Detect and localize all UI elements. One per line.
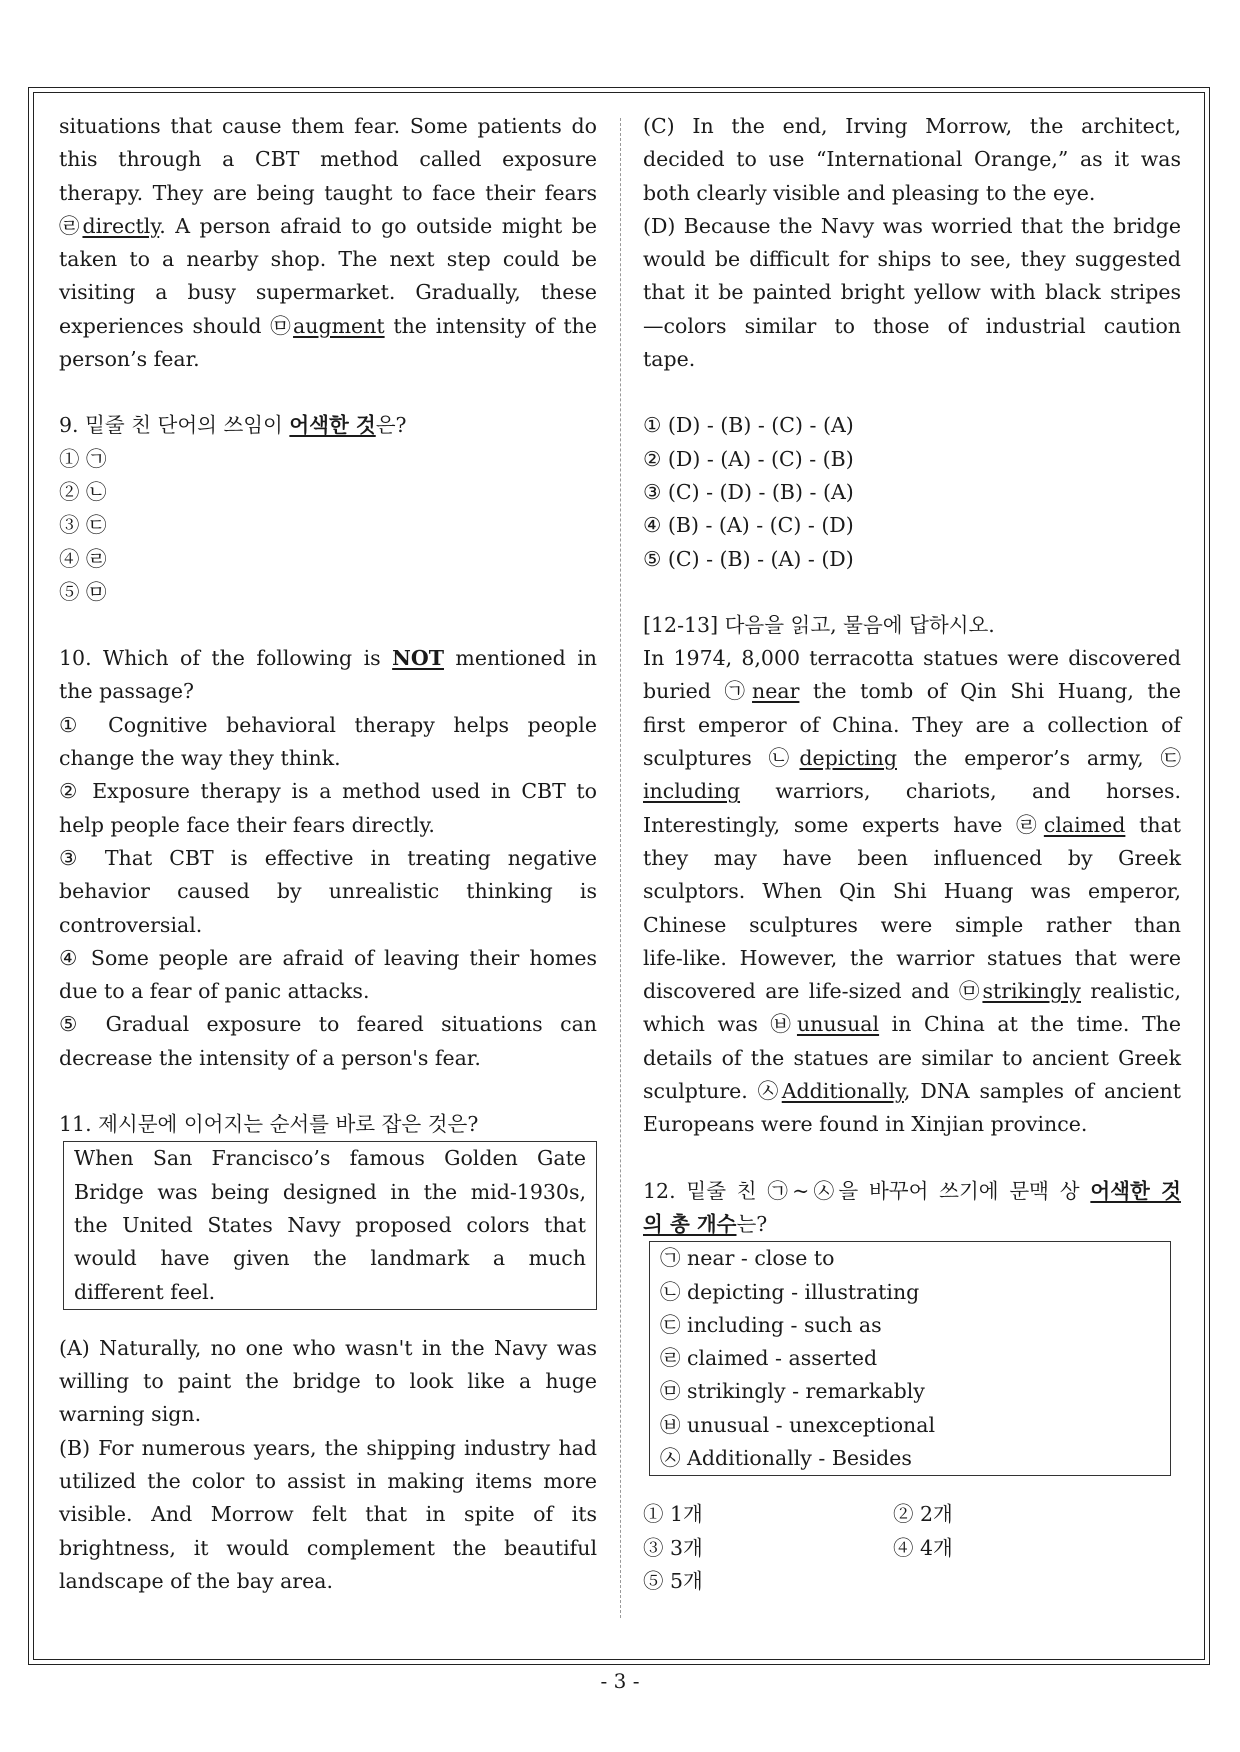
question-10: [59, 642, 597, 1075]
q10-option-2[interactable]: ② Exposure therapy is a method used in CBT to help people face their fears directly.: [59, 779, 597, 837]
q11-paragraph-b: (B) For numerous years, the shipping industry had utilized the color to assist in making items more visible. And Morrow felt that in spite of its brightness, it would complement the beautiful landscape of the bay area.: [59, 1435, 597, 1593]
underlined-word-depicting: depicting: [799, 746, 897, 771]
q9-option-5[interactable]: ⑤ ㉤: [59, 579, 107, 604]
q11-option-2[interactable]: ② (D) - (A) - (C) - (B): [643, 446, 854, 471]
question-10-stem-line2: the passage?: [59, 679, 194, 704]
q12-option-1[interactable]: ① 1개: [643, 1502, 703, 1527]
passage-line: ㉣directly. A person afraid to go outside might be: [59, 213, 597, 238]
cbt-passage-continuation: [59, 110, 597, 376]
q12-options: [643, 1498, 1181, 1598]
passage-line: person’s fear.: [59, 347, 200, 372]
q10-option-4[interactable]: ④ Some people are afraid of leaving their homes due to a fear of panic attacks.: [59, 945, 597, 1004]
question-11-stem: 11. 제시문에 이어지는 순서를 바로 잡은 것은?: [59, 1112, 479, 1137]
q11-paragraph-d: (D) Because the Navy was worried that the bridge would be difficult for ships to see, they suggested that it be painted bright yellow with black stripes —colors similar to those of industrial caution tape.: [643, 213, 1181, 372]
passage-line: therapy. They are being taught to face their fears: [59, 180, 597, 205]
underlined-word-additionally: Additionally: [781, 1079, 904, 1104]
q12-option-3[interactable]: ③ 3개: [643, 1535, 703, 1560]
question-12-stem: 12. 밑줄 친 ㉠~㉦을 바꾸어 쓰기에 문맥 상 어색한 것: [643, 1178, 1181, 1203]
underlined-word-unusual: unusual: [796, 1012, 880, 1037]
underlined-word-including: including: [643, 779, 741, 804]
underlined-word-strikingly: strikingly: [982, 979, 1081, 1004]
q10-option-5[interactable]: ⑤ Gradual exposure to feared situations can decrease the intensity of a person's fear.: [59, 1012, 597, 1070]
passage-line: situations that cause them fear. Some patients do: [59, 114, 597, 138]
q12-option-5[interactable]: ⑤ 5개: [643, 1568, 703, 1593]
word-pair: ㉦ Additionally - Besides: [660, 1445, 912, 1470]
underlined-word-claimed: claimed: [1043, 812, 1126, 837]
q12-word-pairs-box: [649, 1241, 1171, 1476]
word-pair: ㉤ strikingly - remarkably: [660, 1379, 925, 1404]
marker-b: ㉡: [768, 746, 800, 771]
marker-d: ㉣: [59, 213, 83, 238]
q11-options: [643, 409, 1181, 575]
q9-option-1[interactable]: ① ㉠: [59, 446, 107, 471]
q11-option-3[interactable]: ③ (C) - (D) - (B) - (A): [643, 479, 854, 504]
q11-paragraph-c: (C) In the end, Irving Morrow, the architect, decided to use “International Orange,” as it was both clearly visible and pleasing to the eye.: [643, 114, 1181, 205]
question-12-stem-line2: 의 총 개수는?: [643, 1211, 768, 1236]
marker-g: ㉦: [757, 1079, 782, 1104]
page-number: - 3 -: [600, 1669, 640, 1693]
question-12: [643, 1175, 1181, 1599]
underlined-word-augment: augment: [293, 313, 385, 338]
q10-option-1[interactable]: ① Cognitive behavioral therapy helps people change the way they think.: [59, 712, 597, 771]
q11-option-5[interactable]: ⑤ (C) - (B) - (A) - (D): [643, 546, 854, 571]
left-column: [59, 110, 597, 1598]
underlined-word-directly: directly: [82, 213, 160, 238]
word-pair: ㉣ claimed - asserted: [660, 1346, 878, 1371]
question-11: [59, 1108, 597, 1598]
q9-option-2[interactable]: ② ㉡: [59, 479, 107, 504]
q12-13-header: [12-13] 다음을 읽고, 물음에 답하시오.: [643, 612, 995, 637]
marker-d: ㉣: [1016, 812, 1044, 837]
q11-option-1[interactable]: ① (D) - (B) - (C) - (A): [643, 413, 854, 438]
q11-option-4[interactable]: ④ (B) - (A) - (C) - (D): [643, 513, 854, 538]
question-9-stem: 9. 밑줄 친 단어의 쓰임이 어색한 것은?: [59, 413, 407, 438]
q11-given-sentence-box: When San Francisco’s famous Golden Gate Bridge was being designed in the mid-1930s, the United States Navy proposed colors that would have given the landmark a much different feel.: [63, 1141, 597, 1309]
question-9: [59, 409, 597, 609]
column-divider: [620, 118, 621, 1618]
word-pair: ㉡ depicting - illustrating: [660, 1279, 920, 1304]
passage-line: experiences should ㉤augment the intensity of the: [59, 313, 597, 338]
word-pair: ㉥ unusual - unexceptional: [660, 1412, 936, 1437]
right-column: [643, 110, 1181, 1598]
underlined-word-near: near: [752, 679, 800, 704]
question-10-stem: 10. Which of the following is NOT mentioned in: [59, 646, 597, 671]
q12-option-4[interactable]: ④ 4개: [893, 1535, 953, 1560]
q12-option-2[interactable]: ② 2개: [893, 1502, 953, 1527]
word-pair: ㉠ near - close to: [660, 1246, 835, 1271]
q10-option-3[interactable]: ③ That CBT is effective in treating negative behavior caused by unrealistic thinking is controversial.: [59, 845, 597, 937]
marker-f: ㉥: [770, 1012, 797, 1037]
passage-line: this through a CBT method called exposure: [59, 147, 597, 172]
q9-option-3[interactable]: ③ ㉢: [59, 513, 107, 538]
q11-paragraph-a: (A) Naturally, no one who wasn't in the Navy was willing to paint the bridge to look like a huge warning sign.: [59, 1335, 597, 1427]
marker-a: ㉠: [724, 679, 753, 704]
terracotta-passage: In 1974, 8,000 terracotta statues were discovered buried ㉠near the tomb of Qin Shi Huang, the first emperor of China. They are a collection of sculptures ㉡depicting the emperor’s army, ㉢ including warriors, chariots, and horses. Interestingly, some experts have ㉣claimed that they may have been influenced by Greek sculptors. When Qin Shi Huang was emperor, Chinese sculptures were simple rather than life-like. However, the warrior statues that were discovered are life-sized and ㉤strikingly realistic, which was ㉥unusual in China at the time. The details of the statues are similar to ancient Greek sculpture. ㉦Additionally, DNA samples of ancient Europeans were found in Xinjian province.: [643, 646, 1182, 1137]
passage-line: visiting a busy supermarket. Gradually, these: [59, 280, 597, 305]
word-pair: ㉢ including - such as: [660, 1312, 882, 1337]
marker-e: ㉤: [959, 979, 983, 1004]
q9-option-4[interactable]: ④ ㉣: [59, 546, 107, 571]
passage-line: taken to a nearby shop. The next step could be: [59, 247, 597, 272]
marker-e: ㉤: [270, 313, 294, 338]
